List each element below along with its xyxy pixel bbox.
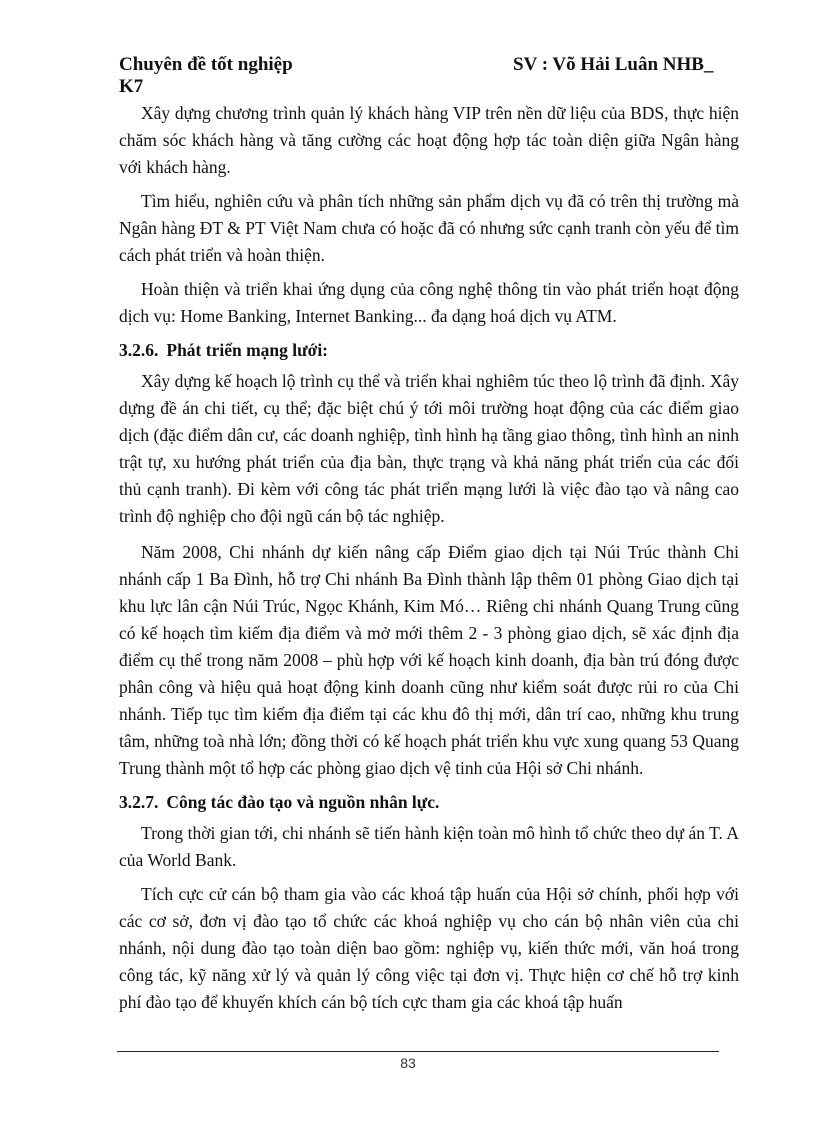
- header-continuation: K7: [119, 76, 144, 97]
- paragraph: Tìm hiểu, nghiên cứu và phân tích những sản phẩm dịch vụ đã có trên thị trường mà Ngân hàng ĐT & PT Việt Nam chưa có hoặc đã có nhưng sức cạnh tranh còn yếu để tìm cách phát triển và hoàn thiện.: [119, 191, 739, 265]
- footer-divider: [117, 1051, 719, 1052]
- body-text: [119, 100, 739, 1023]
- paragraph: Hoàn thiện và triển khai ứng dụng của công nghệ thông tin vào phát triển hoạt động dịch vụ: Home Banking, Internet Banking... đa dạng hoá dịch vụ ATM.: [119, 279, 739, 326]
- section-heading-3-2-6: [119, 337, 739, 363]
- paragraph: Năm 2008, Chi nhánh dự kiến nâng cấp Điểm giao dịch tại Núi Trúc thành Chi nhánh cấp 1 Ba Đình, hỗ trợ Chi nhánh Ba Đình thành lập thêm 01 phòng Giao dịch tại khu lực lân cận Núi Trúc, Ngọc Khánh, Kim Mó… Riêng chi nhánh Quang Trung cũng có kế hoạch tìm kiếm địa điểm và mở mới thêm 2 - 3 phòng giao dịch, sẽ xác định địa điểm cụ thể trong năm 2008 – phù hợp với kế hoạch kinh doanh, địa bàn trú đóng được phân công và hiệu quả hoạt động kinh doanh cũng như kiểm soát được rủi ro của Chi nhánh. Tiếp tục tìm kiếm địa điểm tại các khu đô thị mới, dân trí cao, những khu trung tâm, những toà nhà lớn; đồng thời có kế hoạch phát triển khu vực xung quang 53 Quang Trung thành một tổ hợp các phòng giao dịch vệ tinh của Hội sở Chi nhánh.: [119, 542, 739, 778]
- header-title: Chuyên đề tốt nghiệp: [119, 54, 293, 75]
- paragraph: Tích cực cử cán bộ tham gia vào các khoá tập huấn của Hội sở chính, phối hợp với các cơ sở, đơn vị đào tạo tổ chức các khoá nghiệp vụ cho cán bộ nhân viên của chi nhánh, nội dung đào tạo toàn diện bao gồm: nghiệp vụ, kiến thức mới, văn hoá trong công tác, kỹ năng xử lý và quản lý công việc tại đơn vị. Thực hiện cơ chế hỗ trợ kinh phí đào tạo để khuyến khích cán bộ tích cực tham gia các khoá tập huấn: [119, 884, 739, 1012]
- section-number: 3.2.6.: [119, 340, 159, 360]
- section-title: Phát triển mạng lưới:: [166, 340, 329, 360]
- header-author: SV : Võ Hải Luân NHB_: [513, 54, 714, 75]
- page-number: 83: [400, 1055, 416, 1071]
- section-heading-3-2-7: [119, 789, 739, 815]
- paragraph: Xây dựng chương trình quản lý khách hàng VIP trên nền dữ liệu của BDS, thực hiện chăm sóc khách hàng và tăng cường các hoạt động hợp tác toàn diện giữa Ngân hàng với khách hàng.: [119, 103, 739, 177]
- paragraph: Xây dựng kế hoạch lộ trình cụ thể và triển khai nghiêm túc theo lộ trình đã định. Xây dựng đề án chi tiết, cụ thể; đặc biệt chú ý tới môi trường hoạt động của các điểm giao dịch (đặc điểm dân cư, các doanh nghiệp, tình hình hạ tầng giao thông, tình hình an ninh trật tự, xu hướng phát triển của địa bàn, thực trạng và khả năng phát triển của các đối thủ cạnh tranh). Đi kèm với công tác phát triển mạng lưới là việc đào tạo và nâng cao trình độ nghiệp cho đội ngũ cán bộ tác nghiệp.: [119, 371, 739, 526]
- paragraph: Trong thời gian tới, chi nhánh sẽ tiến hành kiện toàn mô hình tổ chức theo dự án T. A của World Bank.: [119, 823, 739, 870]
- section-number: 3.2.7.: [119, 792, 159, 812]
- section-title: Công tác đào tạo và nguồn nhân lực.: [166, 792, 440, 812]
